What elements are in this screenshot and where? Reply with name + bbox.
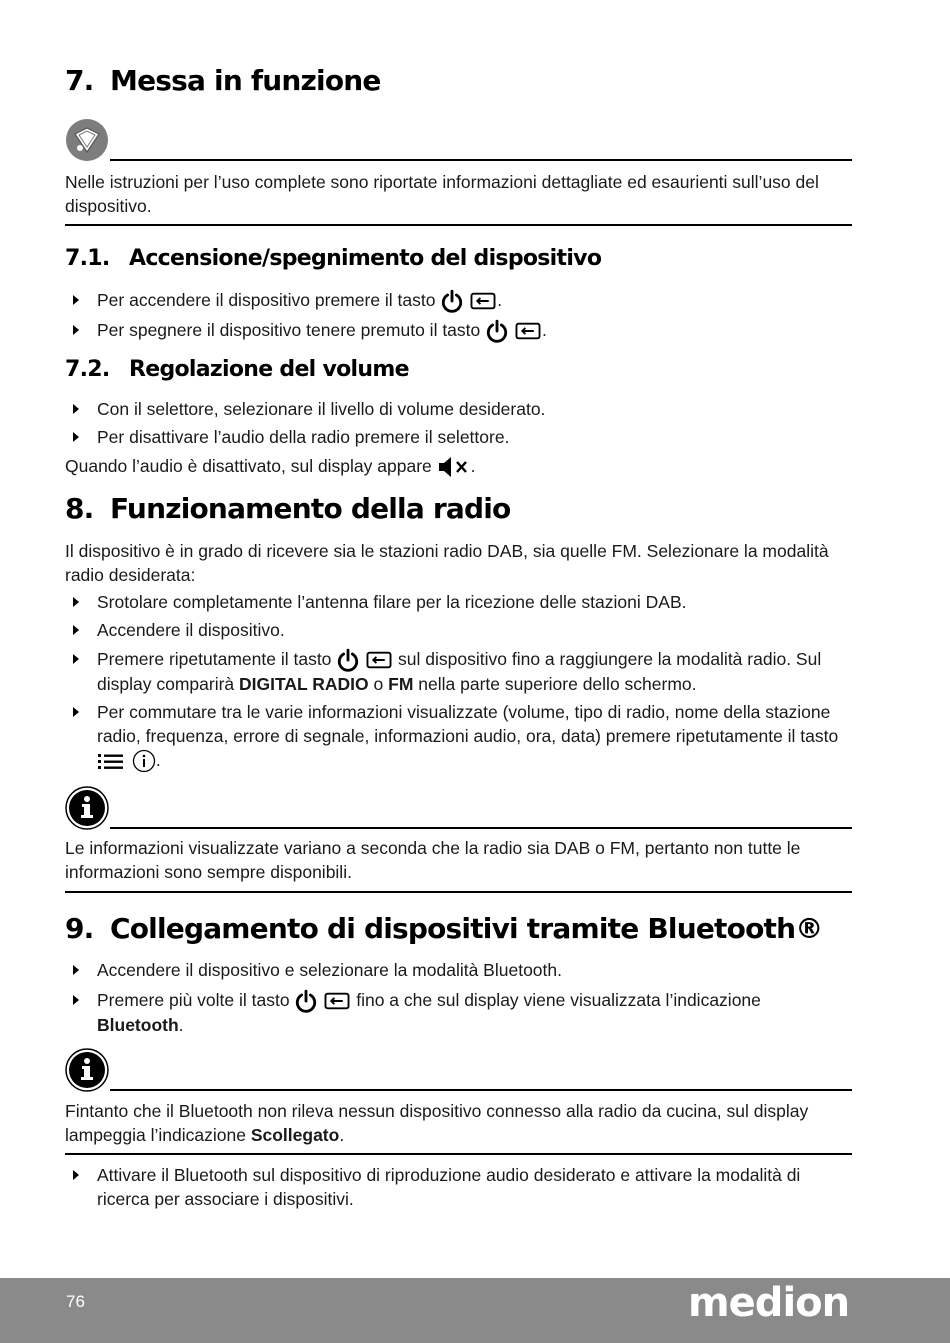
list-item [65, 1163, 852, 1211]
section-7-2-title: Regolazione del volume [129, 357, 409, 382]
source-icon [469, 290, 497, 312]
list-item-text: Per spegnere il dispositivo tenere premuto il tasto [97, 320, 481, 340]
info-note-text: Le informazioni visualizzate variano a seconda che la radio sia DAB o FM, pertanto non tutte le informazioni sono sempre disponibili. [65, 838, 801, 882]
section-7-1-number: 7.1. [65, 246, 110, 271]
list-item [65, 425, 852, 449]
list-item-text: Per commutare tra le varie informazioni visualizzate (volume, tipo di radio, nome della stazione radio, frequenza, errore di segnale, informazioni audio, ora, data) premere ripetutamente il tasto [97, 702, 839, 746]
section-8-number: 8. [65, 492, 94, 525]
list-item [65, 958, 852, 982]
divider [65, 1153, 852, 1155]
bullet-arrow-icon [73, 625, 79, 635]
list-item [65, 590, 852, 614]
list-item-text: Premere ripetutamente il tasto [97, 649, 332, 669]
section-9-heading [65, 912, 822, 945]
info-note-icon [65, 786, 109, 830]
mute-paragraph: Quando l’audio è disattivato, sul display appare . [65, 454, 852, 479]
medion-logo: medion [688, 1280, 850, 1326]
section-7-2-heading [65, 357, 409, 382]
digital-radio-label: DIGITAL RADIO [239, 674, 369, 695]
manual-note-text: Nelle istruzioni per l’uso complete sono riportate informazioni dettagliate ed esaurienti sull’uso del dispositivo. [65, 172, 819, 216]
list-item-text: Premere più volte il tasto [97, 990, 290, 1010]
bullet-arrow-icon [73, 707, 79, 717]
bluetooth-note-body: Fintanto che il Bluetooth non rileva nessun dispositivo connesso alla radio da cucina, sul display lampeggia l’indicazione [65, 1101, 809, 1145]
section-9-number: 9. [65, 912, 94, 945]
bullet-arrow-icon [73, 404, 79, 414]
divider [110, 159, 852, 161]
bullet-arrow-icon [73, 965, 79, 975]
list-item [65, 618, 852, 642]
divider [65, 891, 852, 893]
manual-icon [65, 118, 109, 162]
bullet-arrow-icon [73, 995, 79, 1005]
list-item: Per commutare tra le varie informazioni visualizzate (volume, tipo di radio, nome della stazione radio, frequenza, errore di segnale, informazioni audio, ora, data) premere ripetutamente il tasto . [65, 700, 852, 773]
bullet-arrow-icon [73, 597, 79, 607]
info-icon [132, 749, 156, 773]
info-note-icon [65, 1048, 109, 1092]
list-item: Per accendere il dispositivo premere il tasto . [65, 288, 852, 313]
bluetooth-label: Bluetooth [97, 1015, 179, 1036]
section-8-title: Funzionamento della radio [110, 492, 511, 525]
section-7-2-number: 7.2. [65, 357, 110, 382]
mute-icon [437, 455, 471, 479]
list-item: Premere più volte il tasto fino a che sul display viene visualizzata l’indicazione Bluetooth. [65, 988, 852, 1037]
bullet-arrow-icon [73, 1170, 79, 1180]
list-item-text: fino a che sul display viene visualizzata l’indicazione [356, 990, 761, 1010]
source-icon [365, 649, 393, 671]
mute-text: Quando l’audio è disattivato, sul display appare [65, 456, 432, 476]
fm-label: FM [388, 674, 414, 695]
section-8-intro: Il dispositivo è in grado di ricevere sia le stazioni radio DAB, sia quelle FM. Selezionare la modalità radio desiderata: [65, 541, 829, 585]
section-7-heading [65, 64, 381, 97]
section-7-number: 7. [65, 64, 94, 97]
section-7-title: Messa in funzione [110, 64, 381, 97]
list-item-text: Per disattivare l’audio della radio premere il selettore. [97, 427, 510, 447]
list-item-text: sul dispositivo fino a raggiungere la modalità radio. Sul display comparirà [97, 649, 822, 695]
list-item [65, 647, 852, 696]
list-item-text: Srotolare completamente l’antenna filare per la ricezione delle stazioni DAB. [97, 592, 687, 612]
divider [110, 827, 852, 829]
power-icon [485, 319, 509, 343]
list-item-text: Accendere il dispositivo e selezionare la modalità Bluetooth. [97, 960, 562, 980]
list-item-text: o [373, 674, 384, 695]
bullet-arrow-icon [73, 325, 79, 335]
menu-list-icon [97, 750, 127, 772]
bluetooth-note-text: Fintanto che il Bluetooth non rileva nessun dispositivo connesso alla radio da cucina, sul display lampeggia l’indicazione Scollegato. [65, 1101, 809, 1145]
list-item [65, 397, 852, 421]
list-item: Per spegnere il dispositivo tenere premuto il tasto . [65, 318, 852, 343]
divider [65, 224, 852, 226]
power-icon [336, 648, 360, 672]
list-item-text: Attivare il Bluetooth sul dispositivo di riproduzione audio desiderato e attivare la modalità di ricerca per associare i dispositivi. [97, 1165, 801, 1209]
scollegato-label: Scollegato [250, 1125, 340, 1145]
page-footer [0, 1278, 950, 1343]
list-item-text: Per accendere il dispositivo premere il tasto [97, 290, 436, 310]
list-item-text: nella parte superiore dello schermo. [418, 674, 697, 695]
section-7-1-heading [65, 246, 601, 271]
section-9-title: Collegamento di dispositivi tramite Bluetooth® [110, 912, 823, 945]
page-number: 76 [66, 1292, 85, 1311]
bullet-arrow-icon [73, 654, 79, 664]
bullet-arrow-icon [73, 432, 79, 442]
source-icon [514, 320, 542, 342]
divider [110, 1089, 852, 1091]
list-item-text: Accendere il dispositivo. [97, 620, 285, 640]
power-icon [440, 289, 464, 313]
source-icon [323, 990, 351, 1012]
section-7-1-title: Accensione/spegnimento del dispositivo [129, 246, 602, 271]
list-item-text: Con il selettore, selezionare il livello di volume desiderato. [97, 399, 546, 419]
bullet-arrow-icon [73, 295, 79, 305]
section-8-heading [65, 492, 510, 525]
power-icon [294, 989, 318, 1013]
